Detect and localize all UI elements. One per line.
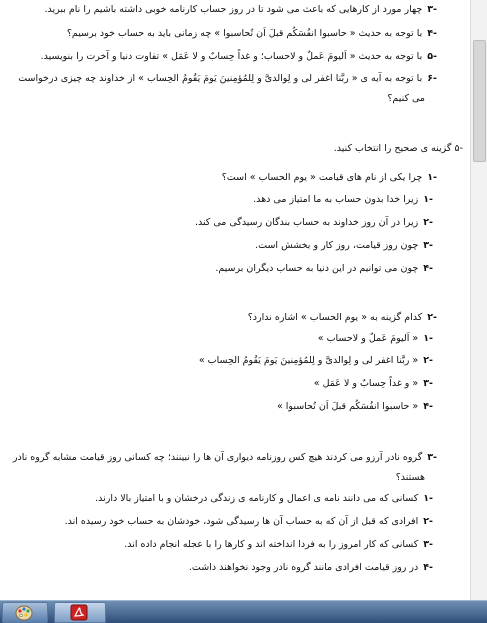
- option-number: -۴: [423, 263, 433, 274]
- option-text: چون می توانیم در این دنیا به حساب دیگران برسیم.: [215, 263, 419, 274]
- question-1: [222, 171, 437, 185]
- option-text: کسانی که می دانند نامه ی اعمال و کارنامه ی زندگی درخشان و با امتیاز بالا دارند.: [95, 493, 419, 504]
- item-text: چهار مورد از کارهایی که باعث می شود تا در روز حساب کارنامه خوبی داشته باشیم را نام ببرید.: [44, 4, 423, 15]
- option-text: کسانی که کار امروز را به فردا انداخته اند و کارها را با عجله انجام داده اند.: [124, 539, 419, 550]
- section4-item-3: [44, 3, 437, 17]
- option-number: -۳: [423, 539, 433, 550]
- question-number: -۳: [427, 452, 437, 463]
- item-number: -۵: [427, 51, 437, 62]
- section4-item-4: [67, 27, 437, 41]
- q2-option-4[interactable]: [277, 400, 433, 414]
- option-text: زیرا در آن روز خداوند به حساب بندگان رسیدگی می کند.: [194, 217, 419, 228]
- section5-heading: -۵ گزینه ی صحیح را انتخاب کنید.: [333, 143, 463, 154]
- section4-item-6: [18, 72, 437, 86]
- item-text: با توجه به حدیث « اَلیومَ عَملٌ و لاحساب؛ و غداً حِسابٌ و لا عَمَل » تفاوت دنیا و آخرت را بنویسید.: [40, 51, 423, 62]
- question-3-continuation: هستند؟: [395, 472, 425, 483]
- item-text: با توجه به حدیث « حاسبوا انفُسَکُم قبلَ اَن تُحاسبوا » چه زمانی باید به حساب خود برسیم؟: [66, 28, 423, 39]
- paint-palette-icon: [15, 604, 33, 621]
- option-number: -۱: [423, 493, 433, 504]
- option-text: زیرا خدا بدون حساب به ما امتیاز می دهد.: [253, 194, 419, 205]
- q3-option-4[interactable]: [189, 561, 433, 575]
- question-text: گروه نادر آرزو می کردند هیچ کس روزنامه دیواری آن ها را نبینند؛ چه کسانی روز قیامت مشابه گروه نادر: [12, 452, 423, 463]
- option-number: -۳: [423, 378, 433, 389]
- option-number: -۲: [423, 217, 433, 228]
- q1-option-4[interactable]: [215, 262, 433, 276]
- section4-item-5: [41, 50, 437, 64]
- question-number: -۱: [427, 172, 437, 183]
- section4-item-6-continuation: می کنیم؟: [387, 93, 425, 104]
- option-text: در روز قیامت افرادی مانند گروه نادر وجود نخواهند داشت.: [188, 562, 419, 573]
- item-text: با توجه به آیه ی « ربَّنا اغفر لی و لِوالدیَّ و لِلمُؤمِنینَ یَومَ یَقُومُ الحِساب » از خداوند چه چیزی درخواست: [18, 73, 423, 84]
- q3-option-3[interactable]: [124, 538, 433, 552]
- question-number: -۲: [427, 312, 437, 323]
- option-number: -۲: [423, 516, 433, 527]
- taskbar-button-pdf[interactable]: [54, 602, 106, 623]
- taskbar-button-paint[interactable]: [2, 602, 48, 623]
- item-number: -۶: [427, 73, 437, 84]
- pdf-reader-icon: [70, 604, 88, 621]
- option-text: « اَلیومَ عَملٌ و لاحساب »: [317, 333, 419, 344]
- option-text: « حاسبوا انفُسَکُم قبلَ اَن تُحاسبوا »: [276, 401, 419, 412]
- option-number: -۳: [423, 240, 433, 251]
- option-text: افرادی که قبل از آن که به حساب آن ها رسیدگی شود، خودشان به حساب خود رسیده اند.: [64, 516, 419, 527]
- question-text: چرا یکی از نام های قیامت « یوم الحساب » است؟: [221, 172, 423, 183]
- item-number: -۳: [427, 4, 437, 15]
- option-number: -۴: [423, 562, 433, 573]
- question-text: کدام گزینه به « یوم الحساب » اشاره ندارد؟: [247, 312, 423, 323]
- q3-option-1[interactable]: [95, 492, 433, 506]
- option-number: -۱: [423, 194, 433, 205]
- q1-option-3[interactable]: [255, 239, 433, 253]
- q2-option-1[interactable]: [318, 332, 433, 346]
- q2-option-2[interactable]: [199, 354, 433, 368]
- question-2: [248, 311, 437, 325]
- item-number: -۴: [427, 28, 437, 39]
- scrollbar-thumb[interactable]: [473, 40, 486, 162]
- q3-option-2[interactable]: [65, 515, 433, 529]
- question-3: [13, 451, 437, 465]
- option-number: -۲: [423, 355, 433, 366]
- vertical-scrollbar[interactable]: [470, 0, 487, 600]
- taskbar: [0, 600, 487, 623]
- option-text: « و غداً حِسابٌ و لا عَمَل »: [313, 378, 419, 389]
- q1-option-2[interactable]: [195, 216, 433, 230]
- option-text: چون روز قیامت، روز کار و بخشش است.: [255, 240, 419, 251]
- option-number: -۴: [423, 401, 433, 412]
- q2-option-3[interactable]: [314, 377, 433, 391]
- option-number: -۱: [423, 333, 433, 344]
- q1-option-1[interactable]: [253, 193, 433, 207]
- option-text: « ربَّنا اغفر لی و لِوالدیَّ و لِلمُؤمِنینَ یَومَ یَقُومُ الحِساب »: [198, 355, 419, 366]
